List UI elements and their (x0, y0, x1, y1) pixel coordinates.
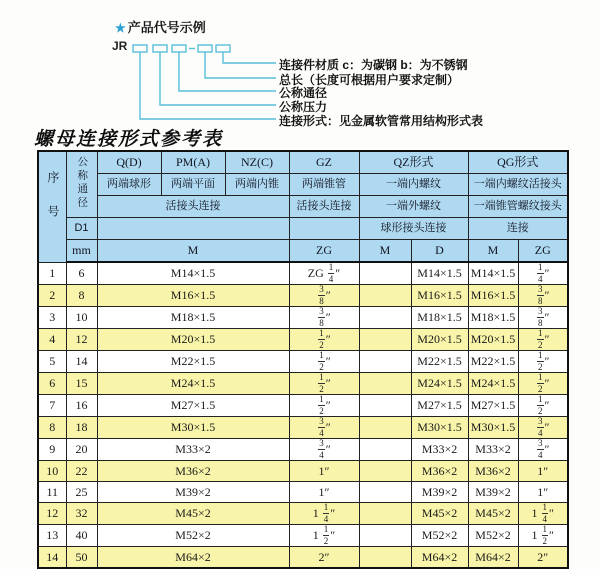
cell-qz-m (359, 373, 411, 395)
cell-mm: 8 (66, 285, 97, 307)
cell-qg-zg-size: 1″ (518, 461, 568, 482)
code-box (153, 45, 167, 52)
cell-mm: 10 (66, 307, 97, 329)
header-m-left: M (97, 240, 289, 263)
cell-qg-m: M20×1.5 (468, 329, 518, 351)
header-union-connection: 活接头连接 (97, 196, 289, 218)
header-qg-connection: 连接 (468, 218, 568, 240)
cell-gz-size: 1 $\frac{1}{2}$ ″ (289, 525, 359, 547)
header-d1: D1 (66, 218, 97, 240)
cell-qg-zg-size: $\frac{3}{4}$ ″ (518, 417, 568, 439)
connector-line (223, 52, 276, 63)
cell-qz-d: M16×1.5 (411, 285, 468, 307)
cell-m-thread: M27×1.5 (97, 395, 289, 417)
label-nominal-pressure: 公称压力 (279, 100, 328, 114)
cell-qg-zg-size: 1″ (518, 482, 568, 503)
header-code-gz: GZ (289, 151, 359, 174)
cell-qz-m (359, 482, 411, 503)
header-zg-gz: ZG (289, 240, 359, 263)
cell-qz-d: M33×2 (411, 439, 468, 461)
cell-mm: 6 (66, 262, 97, 285)
cell-serial: 12 (38, 503, 66, 525)
cell-qg-m: M33×2 (468, 439, 518, 461)
cell-serial: 11 (38, 482, 66, 503)
cell-qg-zg-size: $\frac{1}{2}$ ″ (518, 373, 568, 395)
cell-mm: 22 (66, 461, 97, 482)
code-box (216, 45, 230, 52)
header-ends-gz: 两端锥管 (289, 174, 359, 196)
cell-qz-m (359, 262, 411, 285)
cell-m-thread: M52×2 (97, 525, 289, 547)
header-qz-ball-joint-connection: 球形接头连接 (359, 218, 468, 240)
cell-serial: 6 (38, 373, 66, 395)
cell-qz-m (359, 525, 411, 547)
cell-qg-m: M64×2 (468, 547, 518, 569)
cell-qz-d: M39×2 (411, 482, 468, 503)
cell-qg-zg-size: 1 $\frac{1}{4}$ ″ (518, 503, 568, 525)
table-row (38, 417, 568, 439)
cell-mm: 50 (66, 547, 97, 569)
cell-qz-d: M30×1.5 (411, 417, 468, 439)
header-nominal-diameter-text: 公称通径 (76, 155, 89, 210)
cell-serial: 2 (38, 285, 66, 307)
table-row (38, 439, 568, 461)
cell-serial: 5 (38, 351, 66, 373)
code-box (133, 45, 147, 52)
cell-gz-size: $\frac{1}{2}$ ″ (289, 329, 359, 351)
cell-mm: 14 (66, 351, 97, 373)
cell-qg-zg-size: $\frac{3}{8}$ ″ (518, 307, 568, 329)
label-total-length: 总长（长度可根据用户要求定制） (279, 73, 460, 87)
header-empty-gz (289, 218, 359, 240)
header-union-connection-gz: 活接头连接 (289, 196, 359, 218)
cell-qg-m: M24×1.5 (468, 373, 518, 395)
cell-qg-m: M14×1.5 (468, 262, 518, 285)
cell-gz-size: 1″ (289, 461, 359, 482)
cell-qz-d: M45×2 (411, 503, 468, 525)
cell-gz-size: $\frac{3}{4}$ ″ (289, 417, 359, 439)
table-header (38, 151, 568, 262)
cell-qz-d: M64×2 (411, 547, 468, 569)
star-icon: ★ (115, 21, 126, 35)
cell-qz-m (359, 439, 411, 461)
cell-mm: 40 (66, 525, 97, 547)
cell-serial: 4 (38, 329, 66, 351)
header-code-nzc: NZ(C) (225, 151, 289, 174)
cell-serial: 7 (38, 395, 66, 417)
cell-serial: 3 (38, 307, 66, 329)
header-serial (38, 151, 66, 262)
cell-qg-zg-size: 2″ (518, 547, 568, 569)
label-nominal-diameter: 公称通径 (279, 86, 328, 100)
cell-qg-m: M30×1.5 (468, 417, 518, 439)
nut-connection-table (37, 150, 569, 569)
header-qz-inner-thread: 一端内螺纹 (359, 174, 468, 196)
cell-mm: 16 (66, 395, 97, 417)
cell-serial: 10 (38, 461, 66, 482)
header-qg-m: M (468, 240, 518, 263)
cell-gz-size: 2″ (289, 547, 359, 569)
cell-qz-m (359, 461, 411, 482)
table-row (38, 351, 568, 373)
cell-serial: 8 (38, 417, 66, 439)
header-ends-pma: 两端平面 (161, 174, 225, 196)
table-row (38, 395, 568, 417)
table-row (38, 262, 568, 285)
cell-m-thread: M22×1.5 (97, 351, 289, 373)
cell-qz-d: M27×1.5 (411, 395, 468, 417)
cell-mm: 12 (66, 329, 97, 351)
table-row (38, 285, 568, 307)
cell-qz-m (359, 351, 411, 373)
header-qz-outer-thread: 一端外螺纹 (359, 196, 468, 218)
connector-line (179, 52, 276, 91)
cell-qg-m: M18×1.5 (468, 307, 518, 329)
connector-line (205, 52, 276, 78)
cell-qz-m (359, 307, 411, 329)
cell-qz-m (359, 285, 411, 307)
table-row (38, 525, 568, 547)
table-row (38, 307, 568, 329)
header-qg-inner-union: 一端内螺纹活接头 (468, 174, 568, 196)
cell-qz-d: M52×2 (411, 525, 468, 547)
cell-qg-m: M36×2 (468, 461, 518, 482)
cell-qz-d: M22×1.5 (411, 351, 468, 373)
cell-mm: 32 (66, 503, 97, 525)
cell-m-thread: M20×1.5 (97, 329, 289, 351)
cell-m-thread: M24×1.5 (97, 373, 289, 395)
cell-qg-zg-size: $\frac{1}{2}$ ″ (518, 351, 568, 373)
cell-qz-d: M14×1.5 (411, 262, 468, 285)
cell-qg-zg-size: $\frac{1}{4}$ ″ (518, 262, 568, 285)
cell-qg-zg-size: $\frac{3}{8}$ ″ (518, 285, 568, 307)
cell-gz-size: $\frac{3}{4}$ ″ (289, 439, 359, 461)
table-row (38, 373, 568, 395)
cell-qg-m: M39×2 (468, 482, 518, 503)
cell-qz-m (359, 395, 411, 417)
cell-qg-zg-size: $\frac{3}{4}$ ″ (518, 439, 568, 461)
cell-qz-m (359, 547, 411, 569)
cell-m-thread: M30×1.5 (97, 417, 289, 439)
cell-mm: 15 (66, 373, 97, 395)
table-title: 螺母连接形式参考表 (34, 128, 224, 150)
header-qz-m: M (359, 240, 411, 263)
cell-qg-zg-size: 1 $\frac{1}{2}$ ″ (518, 525, 568, 547)
table-row (38, 329, 568, 351)
cell-m-thread: M64×2 (97, 547, 289, 569)
header-qz-d: D (411, 240, 468, 263)
cell-m-thread: M18×1.5 (97, 307, 289, 329)
cell-m-thread: M14×1.5 (97, 262, 289, 285)
cell-qg-m: M16×1.5 (468, 285, 518, 307)
table-row (38, 503, 568, 525)
cell-gz-size: 1″ (289, 482, 359, 503)
header-code-pma: PM(A) (161, 151, 225, 174)
cell-gz-size: $\frac{1}{2}$ ″ (289, 351, 359, 373)
product-code-prefix: JR (112, 39, 128, 53)
cell-qz-d: M20×1.5 (411, 329, 468, 351)
header-serial-text: 序号 (45, 171, 60, 240)
cell-qz-m (359, 417, 411, 439)
table-row (38, 461, 568, 482)
cell-gz-size: $\frac{1}{2}$ ″ (289, 395, 359, 417)
cell-gz-size: ZG $\frac{1}{4}$ ″ (289, 262, 359, 285)
header-nominal-diameter (66, 151, 97, 218)
table-body (38, 262, 568, 568)
cell-m-thread: M16×1.5 (97, 285, 289, 307)
header-mm: mm (66, 240, 97, 263)
cell-qz-m (359, 329, 411, 351)
cell-serial: 14 (38, 547, 66, 569)
header-qg-zg: ZG (518, 240, 568, 263)
cell-m-thread: M45×2 (97, 503, 289, 525)
header-ends-qd: 两端球形 (97, 174, 161, 196)
cell-qz-m (359, 503, 411, 525)
cell-mm: 25 (66, 482, 97, 503)
cell-qg-zg-size: $\frac{1}{2}$ ″ (518, 395, 568, 417)
cell-qg-zg-size: $\frac{1}{2}$ ″ (518, 329, 568, 351)
cell-qg-m: M27×1.5 (468, 395, 518, 417)
cell-serial: 1 (38, 262, 66, 285)
cell-qg-m: M22×1.5 (468, 351, 518, 373)
cell-gz-size: 1 $\frac{1}{4}$ ″ (289, 503, 359, 525)
cell-gz-size: $\frac{3}{8}$ ″ (289, 285, 359, 307)
cell-qz-d: M36×2 (411, 461, 468, 482)
header-qg-taper-joint: 一端锥管螺纹接头 (468, 196, 568, 218)
header-empty-left (97, 218, 289, 240)
cell-serial: 13 (38, 525, 66, 547)
label-connector-material: 连接件材质 c：为碳钢 b：为不锈钢 (279, 58, 468, 72)
cell-qz-d: M24×1.5 (411, 373, 468, 395)
table-row (38, 482, 568, 503)
cell-m-thread: M33×2 (97, 439, 289, 461)
cell-qz-d: M18×1.5 (411, 307, 468, 329)
cell-qg-m: M52×2 (468, 525, 518, 547)
diagram-heading-text: 产品代号示例 (127, 20, 206, 35)
header-qz-title: QZ形式 (359, 151, 468, 174)
header-qg-title: QG形式 (468, 151, 568, 174)
cell-gz-size: $\frac{3}{8}$ ″ (289, 307, 359, 329)
header-code-qd: Q(D) (97, 151, 161, 174)
code-box (198, 45, 212, 52)
code-box (172, 45, 186, 52)
label-connection-form: 连接形式：见金属软管常用结构形式表 (279, 114, 484, 128)
cell-serial: 9 (38, 439, 66, 461)
cell-qg-m: M45×2 (468, 503, 518, 525)
cell-mm: 18 (66, 417, 97, 439)
cell-mm: 20 (66, 439, 97, 461)
cell-m-thread: M39×2 (97, 482, 289, 503)
cell-gz-size: $\frac{1}{2}$ ″ (289, 373, 359, 395)
header-ends-nzc: 两端内锥 (225, 174, 289, 196)
cell-m-thread: M36×2 (97, 461, 289, 482)
table-row (38, 547, 568, 569)
